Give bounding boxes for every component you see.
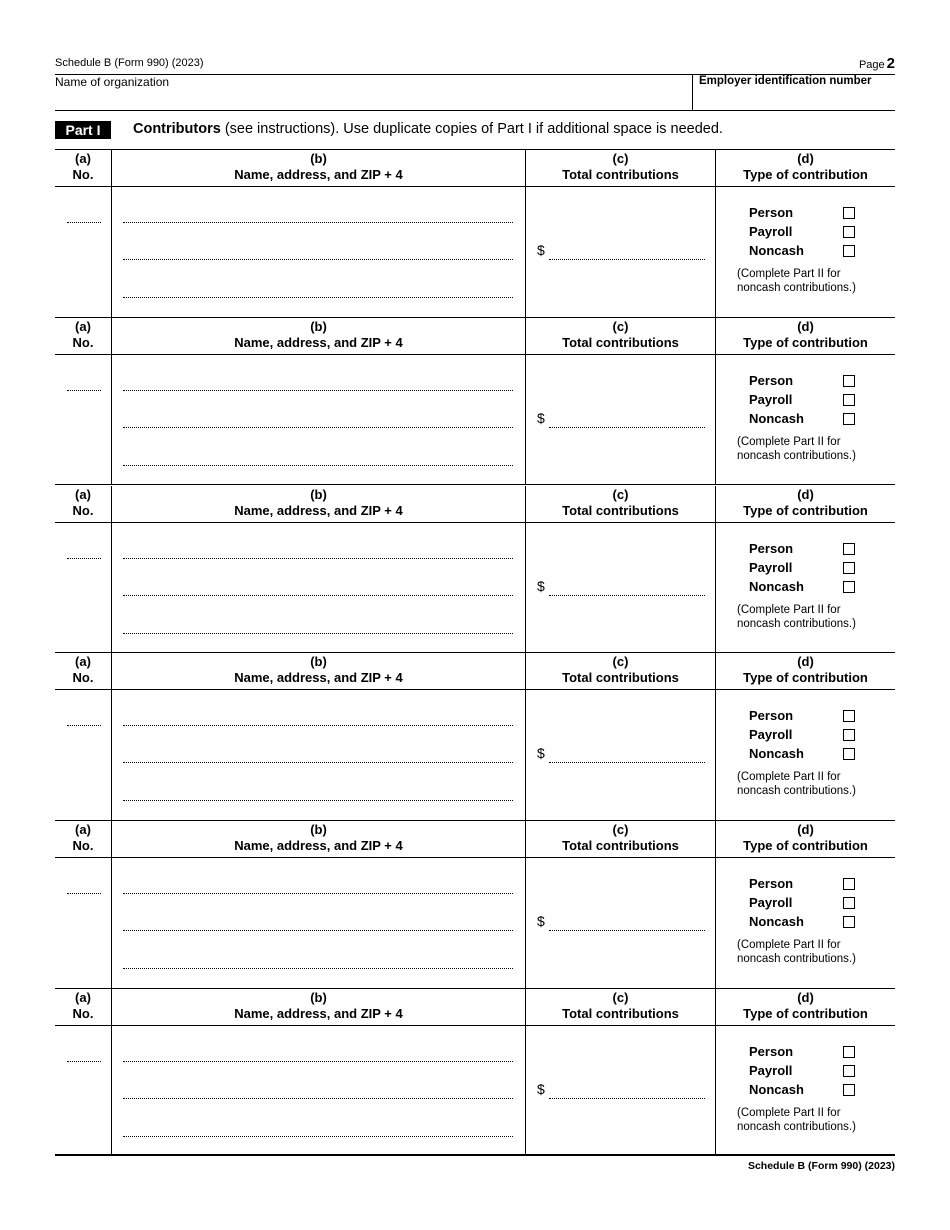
payroll-option [749,727,889,745]
column-b-header: (b) Name, address, and ZIP + 4 [234,822,403,853]
total-contributions-field[interactable] [549,930,705,931]
total-contributions-field[interactable] [549,1098,705,1099]
contributor-number-field[interactable] [67,558,101,559]
noncash-option [749,243,889,261]
column-header-row [55,150,895,187]
person-checkbox[interactable] [843,543,855,555]
noncash-note: (Complete Part II for noncash contributions.) [737,435,856,462]
name-address-line-1[interactable] [123,558,513,559]
contributor-block [55,989,895,1157]
column-c-header: (c) Total contributions [562,822,679,853]
part-i-tag: Part I [55,121,111,139]
name-address-line-3[interactable] [123,1136,513,1137]
column-divider [715,821,716,988]
noncash-note: (Complete Part II for noncash contributions.) [737,1106,856,1133]
name-address-line-2[interactable] [123,762,513,763]
column-b-header: (b) Name, address, and ZIP + 4 [234,989,403,1021]
column-c-header: (c) Total contributions [562,486,679,518]
organization-name-label: Name of organization [55,75,170,89]
column-c-header: (c) Total contributions [562,318,679,350]
payroll-option [749,560,889,578]
name-address-line-2[interactable] [123,427,513,428]
column-b-header: (b) Name, address, and ZIP + 4 [234,151,403,182]
person-label: Person [749,708,794,724]
column-a-header: (a) No. [72,318,94,350]
contributor-block [55,318,895,486]
name-address-line-1[interactable] [123,1061,513,1062]
column-header-row [55,653,895,690]
column-header-row [55,318,895,355]
noncash-checkbox[interactable] [843,245,855,257]
name-address-line-2[interactable] [123,259,513,260]
column-d-header: (d) Type of contribution [743,151,868,182]
payroll-checkbox[interactable] [843,226,855,238]
column-d-header: (d) Type of contribution [743,318,868,350]
person-label: Person [749,876,794,891]
dollar-sign: $ [537,577,545,594]
page-indicator [859,55,895,72]
person-checkbox[interactable] [843,878,855,890]
payroll-option [749,1063,889,1081]
noncash-note: (Complete Part II for noncash contributions.) [737,771,856,798]
name-address-line-1[interactable] [123,725,513,726]
contributor-number-field[interactable] [67,390,101,391]
part-i-title-rest: (see instructions). Use duplicate copies of Part I if additional space is needed. [220,121,723,137]
name-address-line-3[interactable] [123,465,513,466]
contributor-block [55,150,895,318]
total-contributions-field[interactable] [549,762,705,763]
column-divider [525,821,526,988]
column-divider [111,318,112,485]
page-number: 2 [886,55,895,72]
part-i-heading [55,120,895,150]
contributor-block [55,486,895,654]
column-c-header: (c) Total contributions [562,151,679,182]
column-divider [715,989,716,1155]
column-c-header: (c) Total contributions [562,654,679,686]
column-a-header: (a) No. [72,989,94,1021]
person-checkbox[interactable] [843,710,855,722]
name-address-line-2[interactable] [123,1098,513,1099]
column-b-header: (b) Name, address, and ZIP + 4 [234,654,403,686]
dollar-sign: $ [537,913,545,929]
contributor-block [55,821,895,989]
noncash-option [749,746,889,764]
payroll-checkbox[interactable] [843,394,855,406]
total-contributions-field[interactable] [549,595,705,596]
column-b-header: (b) Name, address, and ZIP + 4 [234,318,403,350]
person-option [749,541,889,559]
contributor-block [55,653,895,821]
contributor-number-field[interactable] [67,725,101,726]
column-b-header: (b) Name, address, and ZIP + 4 [234,486,403,518]
column-d-header: (d) Type of contribution [743,822,868,853]
noncash-checkbox[interactable] [843,1084,855,1096]
payroll-checkbox[interactable] [843,897,855,909]
noncash-option [749,579,889,597]
noncash-checkbox[interactable] [843,413,855,425]
column-c-header: (c) Total contributions [562,989,679,1021]
noncash-label: Noncash [749,410,804,426]
noncash-option [749,1082,889,1100]
dollar-sign: $ [537,1080,545,1097]
ein-label: Employer identification number [699,75,872,87]
name-address-line-3[interactable] [123,297,513,298]
noncash-label: Noncash [749,746,804,762]
column-divider [111,653,112,820]
dollar-sign: $ [537,409,545,426]
column-header-row [55,486,895,523]
payroll-option [749,895,889,913]
page-label: Page [858,59,885,71]
column-d-header: (d) Type of contribution [743,989,868,1021]
column-divider [525,486,526,653]
name-address-line-3[interactable] [123,800,513,801]
person-checkbox[interactable] [843,375,855,387]
payroll-label: Payroll [749,224,793,239]
contributor-number-field[interactable] [67,222,101,223]
noncash-checkbox[interactable] [843,748,855,760]
noncash-label: Noncash [749,243,804,258]
person-option [749,1044,889,1062]
column-a-header: (a) No. [72,151,94,182]
payroll-label: Payroll [749,727,793,743]
payroll-label: Payroll [749,895,793,910]
column-divider [715,150,716,317]
ein-field[interactable] [692,75,895,111]
part-i-title [133,121,723,137]
person-label: Person [749,1043,794,1059]
noncash-label: Noncash [749,1081,804,1097]
column-a-header: (a) No. [72,822,94,853]
dollar-sign: $ [537,745,545,762]
column-divider [111,486,112,653]
column-header-row [55,989,895,1026]
column-divider [525,653,526,820]
noncash-note: (Complete Part II for noncash contributions.) [737,939,856,965]
person-label: Person [749,372,794,388]
name-address-line-3[interactable] [123,968,513,969]
column-divider [111,821,112,988]
person-option [749,205,889,223]
noncash-label: Noncash [749,578,804,594]
column-divider [715,486,716,653]
column-divider [525,150,526,317]
column-divider [111,150,112,317]
column-header-row [55,821,895,858]
column-divider [111,989,112,1155]
column-divider [715,653,716,820]
noncash-option [749,914,889,932]
person-option [749,708,889,726]
person-label: Person [749,205,794,220]
payroll-option [749,392,889,410]
person-label: Person [749,540,794,556]
dollar-sign: $ [537,242,545,258]
payroll-option [749,224,889,242]
form-id: Schedule B (Form 990) (2023) [55,57,204,69]
contributor-number-field[interactable] [67,1061,101,1062]
name-address-line-2[interactable] [123,595,513,596]
column-a-header: (a) No. [72,486,94,518]
footer-form-id: Schedule B (Form 990) (2023) [747,1160,895,1172]
name-address-line-2[interactable] [123,930,513,931]
person-option [749,876,889,894]
noncash-checkbox[interactable] [843,916,855,928]
person-checkbox[interactable] [843,1046,855,1058]
payroll-checkbox[interactable] [843,729,855,741]
contributor-number-field[interactable] [67,893,101,894]
payroll-label: Payroll [749,1062,793,1078]
column-divider [715,318,716,485]
column-divider [525,318,526,485]
column-d-header: (d) Type of contribution [743,654,868,686]
noncash-option [749,411,889,429]
noncash-checkbox[interactable] [843,581,855,593]
noncash-label: Noncash [749,914,804,929]
column-divider [525,989,526,1155]
total-contributions-field[interactable] [549,427,705,428]
noncash-note: (Complete Part II for noncash contributions.) [737,603,856,630]
part-i-title-bold: Contributors [133,121,221,137]
name-address-line-1[interactable] [123,390,513,391]
payroll-checkbox[interactable] [843,562,855,574]
form-header [55,55,895,75]
total-contributions-field[interactable] [549,259,705,260]
name-address-line-1[interactable] [123,893,513,894]
payroll-label: Payroll [749,391,793,407]
column-d-header: (d) Type of contribution [743,486,868,518]
name-address-line-3[interactable] [123,633,513,634]
noncash-note: (Complete Part II for noncash contributions.) [737,268,856,294]
payroll-label: Payroll [749,559,793,575]
name-address-line-1[interactable] [123,222,513,223]
column-a-header: (a) No. [72,654,94,686]
organization-row [55,75,895,111]
person-checkbox[interactable] [843,207,855,219]
payroll-checkbox[interactable] [843,1065,855,1077]
person-option [749,373,889,391]
